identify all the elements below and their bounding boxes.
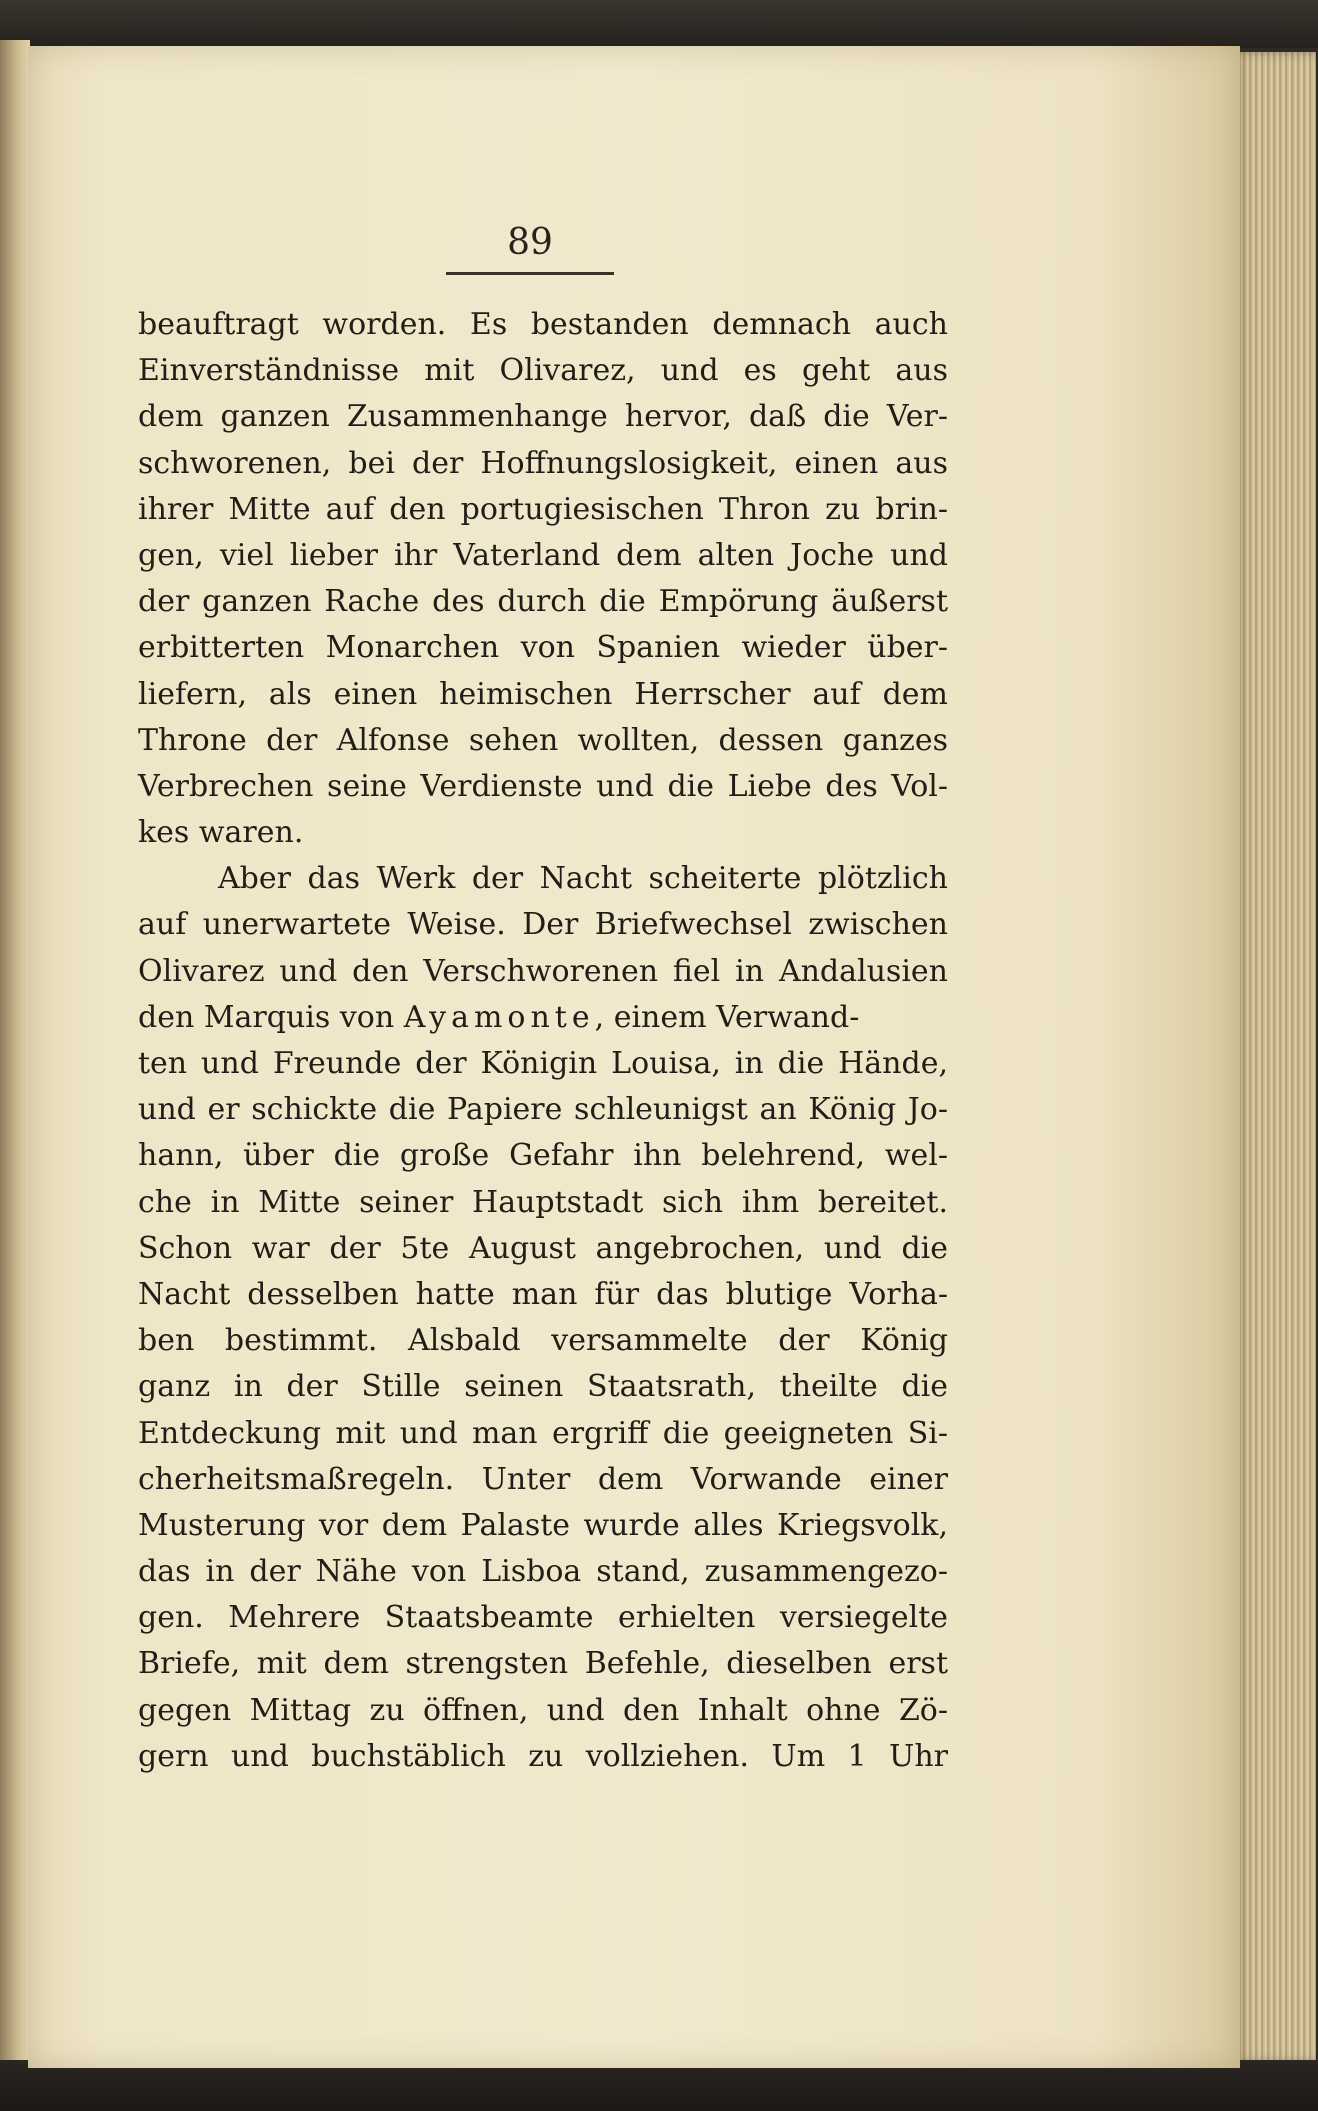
text-line: Einverständnisse mit Olivarez, und es geht aus xyxy=(138,353,948,389)
book-top-edge xyxy=(0,0,1318,48)
text-line: dem ganzen Zusammenhange hervor, daß die Ver- xyxy=(138,399,948,435)
text-line: gegen Mittag zu öffnen, und den Inhalt ohne Zö- xyxy=(138,1692,948,1728)
text-line: Verbrechen seine Verdienste und die Liebe des Vol- xyxy=(138,768,948,804)
text-line: Briefe, mit dem strengsten Befehle, dieselben erst xyxy=(138,1646,948,1682)
text-line: Entdeckung mit und man ergriff die geeigneten Si- xyxy=(138,1415,948,1451)
text-line: Schon war der 5te August angebrochen, und die xyxy=(138,1230,948,1266)
page-stack-edge xyxy=(1234,52,1316,2062)
text-line: kes waren. xyxy=(138,815,304,851)
text-fragment: den Marquis von xyxy=(138,999,404,1035)
text-line: das in der Nähe von Lisboa stand, zusammengezo- xyxy=(138,1554,948,1590)
text-line: gen, viel lieber ihr Vaterland dem alten Joche und xyxy=(138,537,948,573)
text-line: Throne der Alfonse sehen wollten, dessen ganzes xyxy=(138,722,948,758)
text-line: liefern, als einen heimischen Herrscher auf dem xyxy=(138,676,948,712)
text-line: ihrer Mitte auf den portugiesischen Thron zu brin- xyxy=(138,491,948,527)
text-line: che in Mitte seiner Hauptstadt sich ihm bereitet. xyxy=(138,1184,948,1220)
text-line: der ganzen Rache des durch die Empörung äußerst xyxy=(138,584,948,620)
text-line xyxy=(138,995,948,1041)
text-line: Olivarez und den Verschworenen fiel in Andalusien xyxy=(138,953,948,989)
text-line: ben bestimmt. Alsbald versammelte der König xyxy=(138,1323,948,1359)
text-line: und er schickte die Papiere schleunigst an König Jo- xyxy=(138,1092,948,1128)
text-line: gern und buchstäblich zu vollziehen. Um 1 Uhr xyxy=(138,1738,948,1774)
text-line: schworenen, bei der Hoffnungslosigkeit, einen aus xyxy=(138,445,948,481)
spaced-name: Ayamonte xyxy=(403,999,595,1035)
text-line: Nacht desselben hatte man für das blutige Vorha- xyxy=(138,1276,948,1312)
book-spine-edge xyxy=(0,40,30,2070)
text-line: ten und Freunde der Königin Louisa, in die Hände, xyxy=(138,1046,948,1081)
page-number-rule xyxy=(446,272,614,275)
text-line: ganz in der Stille seinen Staatsrath, theilte die xyxy=(138,1369,948,1405)
text-line: hann, über die große Gefahr ihn belehrend, wel- xyxy=(138,1138,948,1174)
text-line: auf unerwartete Weise. Der Briefwechsel zwischen xyxy=(138,907,948,943)
text-line: Aber das Werk der Nacht scheiterte plötzlich xyxy=(218,861,948,897)
text-line: Musterung vor dem Palaste wurde alles Kriegsvolk, xyxy=(138,1507,948,1543)
text-line: beauftragt worden. Es bestanden demnach auch xyxy=(138,307,948,342)
text-line: gen. Mehrere Staatsbeamte erhielten versiegelte xyxy=(138,1600,948,1636)
text-line: erbitterten Monarchen von Spanien wieder über- xyxy=(138,630,948,666)
body-text xyxy=(138,302,948,1780)
text-fragment: , einem Verwand- xyxy=(594,999,860,1035)
page-number: 89 xyxy=(507,222,553,263)
text-line: cherheitsmaßregeln. Unter dem Vorwande einer xyxy=(138,1461,948,1497)
